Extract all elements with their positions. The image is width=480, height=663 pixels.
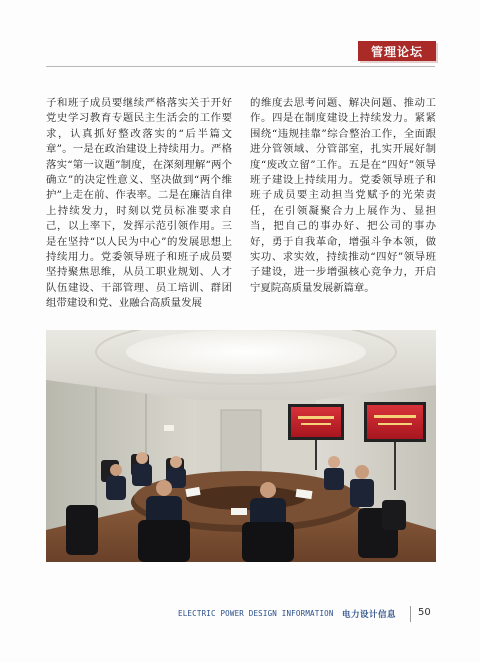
article-right-text: 的维度去思考问题、解决问题、推动工作。四是在制度建设上持续发力。紧紧围绕“违规挂靠”综合整治工作，全面跟进分管领域、分管部室，扎实开展好制度“废改立留”工作。五是在“四好”领导班子建设上持续用力。党委领导班子和班子成员要主动担当党赋予的光荣责任，在引领凝聚合力上展作为、显担当，把自己的事办好、把公司的事办好，勇于自我革命，增强斗争本领，做实功、求实效，持续推动“四好”领导班子建设，进一步增强核心竞争力，开启宁夏院高质量发展新篇章。	[250, 97, 436, 294]
article-columns	[46, 96, 436, 312]
article-left-text: 子和班子成员要继续严格落实关于开好党史学习教育专题民主生活会的工作要求，认真抓好整改落实的“后半篇文章”。一是在政治建设上持续用力。严格落实“第一议题”制度，在深刻理解“两个确立”的决定性意义、坚决做到“两个维护”上走在前、作表率。二是在廉洁自律上持续发力，时刻以党员标准要求自己，以上率下，发挥示范引领作用。三是在坚持“以人民为中心”的发展思想上持续用力。党委领导班子和班子成员要坚持聚焦思维，从员工职业规划、人才队伍建设、干部管理、员工培训、群团组带建设和党、业融合高质量发展	[46, 97, 232, 310]
page-number: 50	[418, 607, 431, 618]
screen-left	[291, 407, 341, 437]
wall-lamp	[164, 425, 174, 431]
ceiling-light	[126, 330, 366, 374]
header-rule	[46, 66, 435, 67]
footer-separator	[410, 606, 411, 622]
front-chair-center-left	[138, 520, 190, 562]
front-chair-left	[66, 505, 98, 555]
page-footer	[0, 606, 480, 626]
journal-name-en: ELECTRIC POWER DESIGN INFORMATION	[178, 609, 334, 618]
journal-name-cn: 电力设计信息	[342, 610, 397, 620]
section-badge	[358, 41, 436, 61]
screen-right	[367, 405, 423, 439]
meeting-photo-illustration	[46, 330, 436, 562]
meeting-photo	[46, 330, 436, 562]
front-chair-center-right	[242, 522, 294, 562]
section-label: 管理论坛	[370, 44, 423, 59]
article-left-column	[46, 96, 232, 312]
article-right-column	[250, 96, 436, 312]
